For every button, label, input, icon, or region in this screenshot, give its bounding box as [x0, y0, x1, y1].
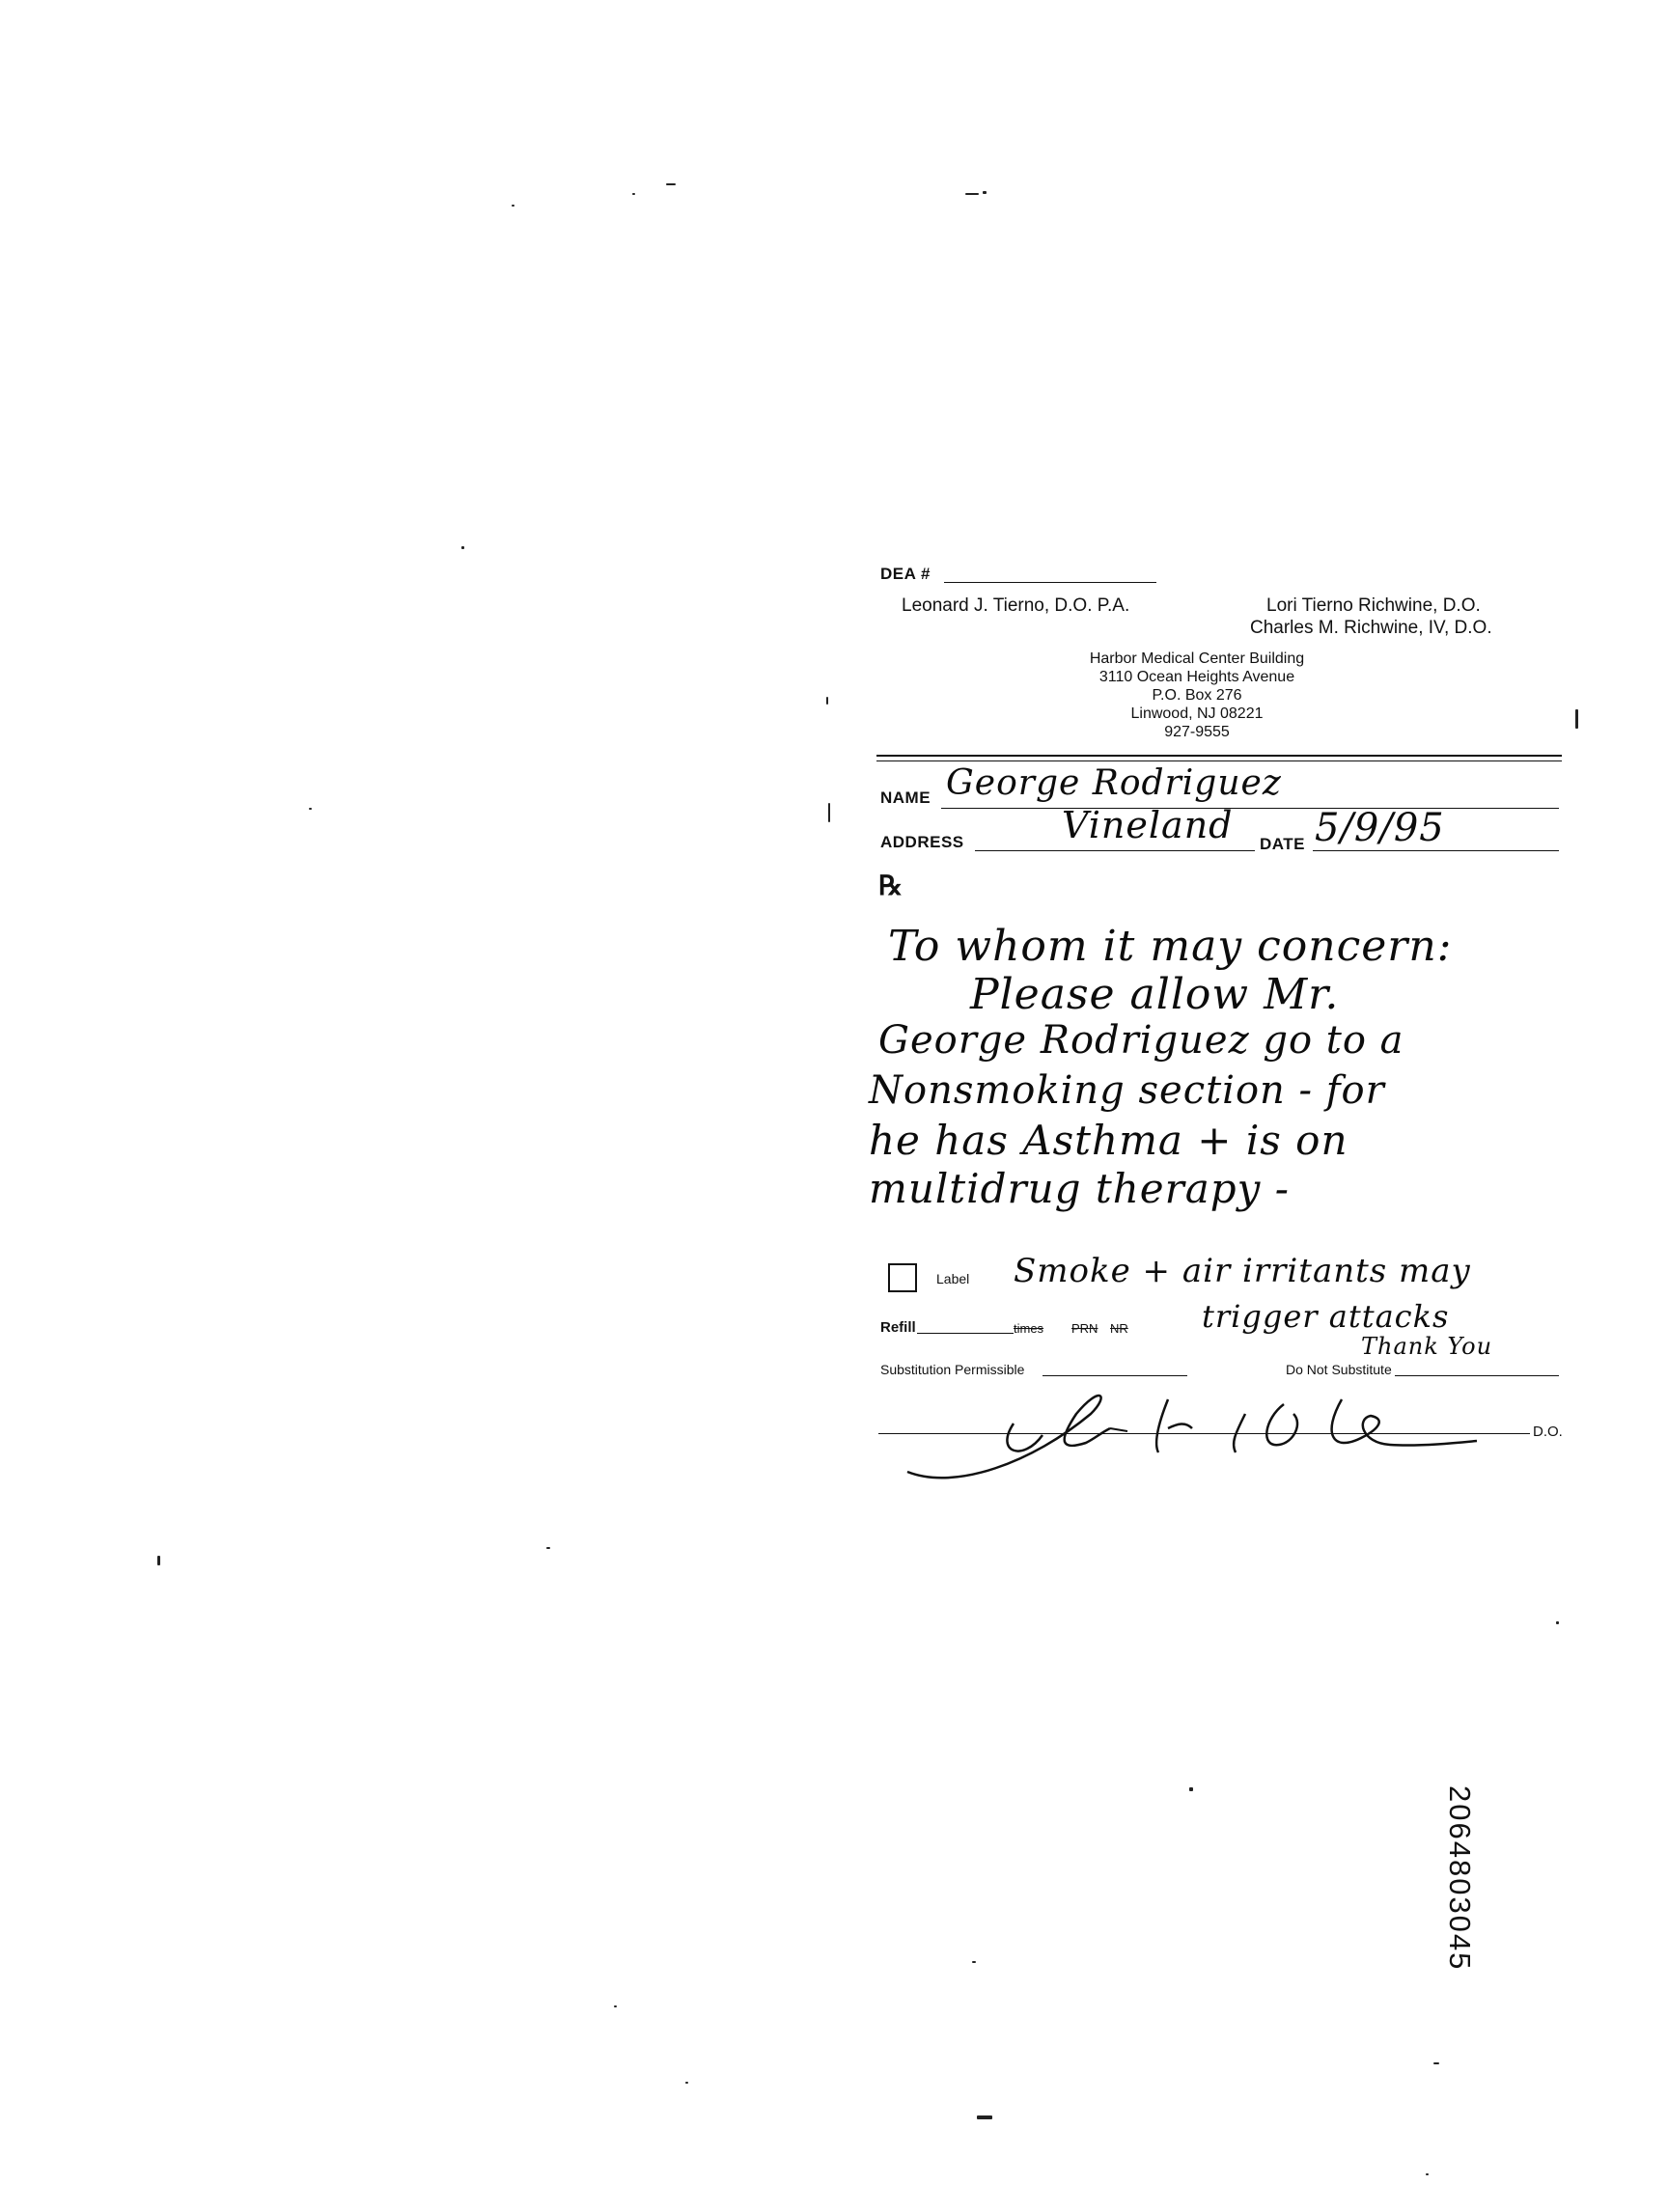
- dea-line: [944, 582, 1156, 583]
- physician-signature: [878, 1375, 1535, 1481]
- label-text: Label: [936, 1271, 970, 1286]
- name-label: NAME: [880, 788, 931, 807]
- thank-you: Thank You: [1361, 1333, 1493, 1360]
- prn-label: PRN: [1071, 1321, 1098, 1336]
- address-label: ADDRESS: [880, 833, 964, 851]
- rx-symbol: ℞: [878, 871, 904, 900]
- physician-right-1: Lori Tierno Richwine, D.O.: [1266, 595, 1481, 616]
- substitution-permissible: Substitution Permissible: [880, 1362, 1025, 1377]
- nr-label: NR: [1110, 1321, 1128, 1336]
- label-checkbox[interactable]: [888, 1263, 917, 1292]
- prescription-pad: [869, 565, 1564, 1481]
- physician-left: Leonard J. Tierno, D.O. P.A.: [902, 595, 1130, 616]
- city-zip: Linwood, NJ 08221: [1130, 705, 1264, 722]
- po-box: P.O. Box 276: [1152, 687, 1242, 704]
- rx-body-line-2: Please allow Mr.: [970, 970, 1340, 1019]
- do-not-substitute: Do Not Substitute: [1286, 1362, 1392, 1377]
- document-id: 2064803045: [1443, 1785, 1477, 1972]
- rx-body-line-5: he has Asthma + is on: [869, 1117, 1348, 1164]
- address-line: [975, 850, 1255, 851]
- patient-name: George Rodriguez: [946, 763, 1282, 803]
- header-rule-2: [876, 760, 1562, 761]
- rx-body-line-3: George Rodriguez go to a: [878, 1018, 1404, 1063]
- refill-continuation: trigger attacks: [1202, 1298, 1450, 1335]
- phone: 927-9555: [1164, 724, 1230, 740]
- rx-body-line-4: Nonsmoking section - for: [869, 1068, 1385, 1113]
- times-label: times: [1014, 1321, 1044, 1336]
- practice-address: [1052, 650, 1342, 741]
- dea-label: DEA #: [880, 565, 931, 583]
- street-address: 3110 Ocean Heights Avenue: [1098, 669, 1295, 685]
- refill-line: [917, 1333, 1014, 1334]
- date-line: [1313, 850, 1559, 851]
- do-suffix: D.O.: [1533, 1424, 1563, 1440]
- building-name: Harbor Medical Center Building: [1089, 650, 1305, 667]
- date-label: DATE: [1260, 835, 1306, 853]
- refill-label: Refill: [880, 1319, 916, 1336]
- header-rule-1: [876, 755, 1562, 757]
- name-line: [941, 808, 1559, 809]
- patient-address: Vineland: [1062, 804, 1234, 846]
- rx-date: 5/9/95: [1315, 806, 1445, 850]
- rx-body-line-6: multidrug therapy -: [869, 1165, 1290, 1212]
- label-continuation: Smoke + air irritants may: [1014, 1252, 1471, 1290]
- physician-right-2: Charles M. Richwine, IV, D.O.: [1250, 618, 1492, 638]
- rx-body-line-1: To whom it may concern:: [888, 922, 1453, 971]
